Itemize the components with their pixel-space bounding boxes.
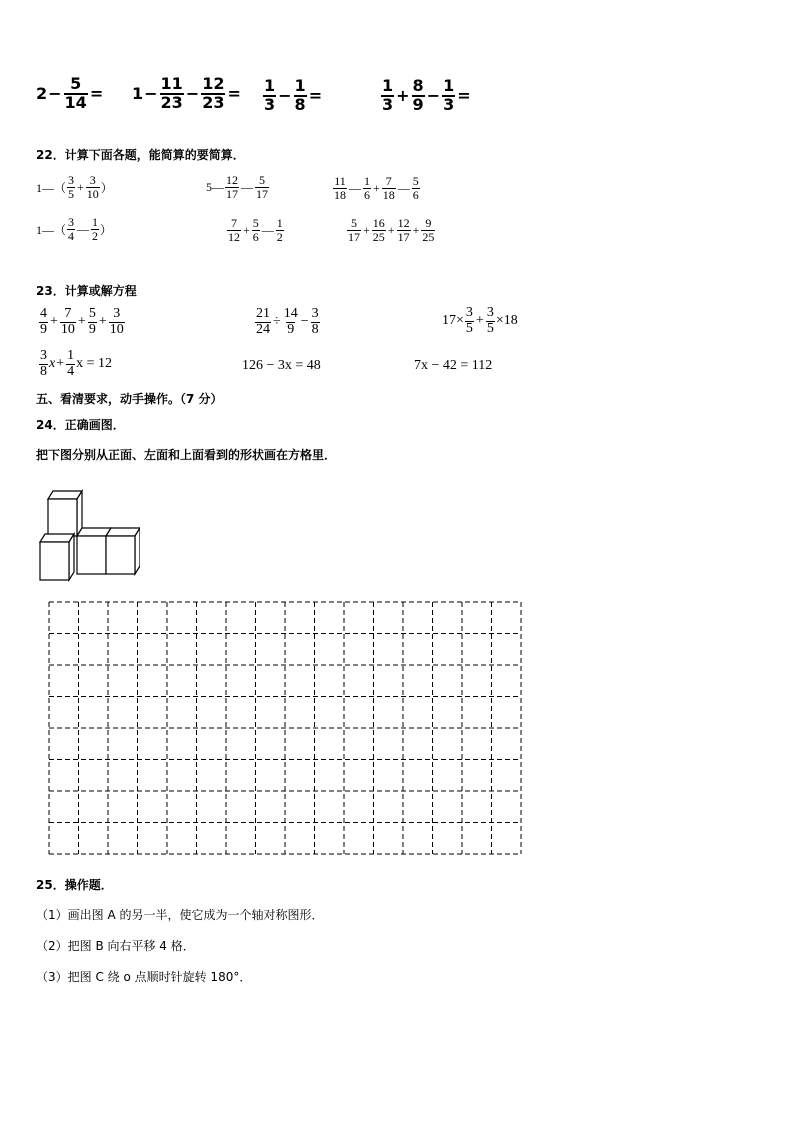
fraction: 4 9 xyxy=(40,306,47,337)
fraction: 1 3 xyxy=(382,76,394,114)
q22-expression-b xyxy=(206,174,270,200)
operator: — xyxy=(241,179,253,194)
fraction: 11 18 xyxy=(334,174,346,202)
text: 5— xyxy=(206,179,224,194)
fraction: $\frac{1}{8}$ xyxy=(294,76,306,114)
section-5-title: 五、看清要求，动手操作。（7 分） xyxy=(36,392,223,406)
text: 17× xyxy=(442,313,464,329)
operator: + xyxy=(412,222,420,237)
fraction: $\frac{5}{6}$ xyxy=(252,216,259,244)
operator: + xyxy=(98,314,107,330)
fraction: 12 17 xyxy=(226,173,238,201)
fraction: 7 12 xyxy=(228,216,240,244)
expression-1 xyxy=(36,76,104,112)
text: x = 12 xyxy=(76,356,113,372)
q23-expression-b xyxy=(254,306,321,337)
fraction: $\frac{7}{18}$ xyxy=(382,174,395,202)
question-25-title: 25．操作题． xyxy=(36,878,113,892)
operator: ÷ xyxy=(273,314,281,330)
text: 1—（ xyxy=(36,180,67,195)
text: ） xyxy=(100,180,113,195)
equals: = xyxy=(89,84,104,104)
equals: = xyxy=(227,84,241,104)
question-24-instruction: 把下图分别从正面、左面和上面看到的形状画在方格里． xyxy=(36,448,337,462)
fraction: 5 17 xyxy=(256,173,268,201)
text: ） xyxy=(100,222,113,237)
q22-expression-a xyxy=(36,174,113,200)
number: 2 xyxy=(36,84,48,104)
fraction: $\frac{1}{4}$ xyxy=(67,348,75,379)
q23-equation-d xyxy=(38,348,112,379)
cube-top-face xyxy=(48,491,82,499)
operator: + xyxy=(373,180,380,195)
equals: = xyxy=(308,86,323,106)
fraction: $\frac{5}{14}$ xyxy=(64,74,87,112)
fraction: $\frac{16}{25}$ xyxy=(372,216,385,244)
fraction: 1 2 xyxy=(276,216,283,244)
q22-expression-f xyxy=(346,216,436,243)
fraction: $\frac{9}{25}$ xyxy=(422,216,435,244)
fraction: $\frac{21}{24}$ xyxy=(256,306,270,337)
cube-front-face xyxy=(48,499,77,536)
q23-equation-f: 7x − 42 = 112 xyxy=(414,358,493,373)
operator: + xyxy=(363,222,370,237)
operator: + xyxy=(475,313,484,329)
q25-item-2: （2）把图 B 向右平移 4 格． xyxy=(36,939,195,953)
text: 1—（ xyxy=(36,222,67,237)
fraction: $\frac{3}{10}$ xyxy=(109,306,124,337)
operator: + xyxy=(77,179,84,194)
fraction: $\frac{8}{9}$ xyxy=(412,76,424,114)
fraction: 3 4 xyxy=(68,215,75,243)
operator: — xyxy=(77,221,90,236)
expression-3 xyxy=(262,76,323,114)
number: 1 xyxy=(132,84,144,104)
fraction: $\frac{14}{9}$ xyxy=(283,306,298,337)
fraction: 5 17 xyxy=(348,216,360,244)
q25-item-3: （3）把图 C 绕 o 点顺时针旋转 180°． xyxy=(36,970,252,984)
fraction: 1 3 xyxy=(264,76,276,114)
operator: − xyxy=(300,314,309,330)
fraction: $\frac{1}{3}$ xyxy=(443,76,455,114)
operator: + xyxy=(77,314,86,330)
fraction: 3 8 xyxy=(40,348,47,379)
q23-expression-a xyxy=(38,306,126,337)
operator: − xyxy=(185,84,200,104)
fraction: $\frac{12}{17}$ xyxy=(397,216,410,244)
fraction: 3 5 xyxy=(68,173,75,201)
expression-2 xyxy=(132,76,242,112)
question-23-title: 23．计算或解方程 xyxy=(36,284,137,298)
fraction: $\frac{11}{23}$ xyxy=(160,74,183,112)
q22-expression-d xyxy=(36,216,112,242)
dashed-grid xyxy=(48,601,522,855)
operator: − xyxy=(144,84,158,104)
question-22-title: 22．计算下面各题，能简算的要简算． xyxy=(36,148,245,162)
operator: + xyxy=(396,86,410,106)
fraction: $\frac{3}{10}$ xyxy=(86,173,99,201)
fraction: 1 2 xyxy=(92,215,99,243)
operator: + xyxy=(243,222,250,237)
operator: — xyxy=(349,180,361,195)
q23-expression-c xyxy=(442,306,518,336)
fraction: $\frac{3}{8}$ xyxy=(311,306,319,337)
fraction: $\frac{12}{23}$ xyxy=(202,74,225,112)
cube-front-left xyxy=(40,542,69,580)
q22-expression-c xyxy=(332,174,421,201)
fraction: $\frac{3}{5}$ xyxy=(486,305,494,336)
cube-figure xyxy=(36,486,140,582)
expression-4 xyxy=(380,76,472,114)
operator: + xyxy=(387,222,395,237)
operator: — xyxy=(397,180,410,195)
fraction: 1 6 xyxy=(364,174,370,202)
q22-expression-e xyxy=(226,216,285,243)
operator: — xyxy=(261,222,274,237)
operator: − xyxy=(48,84,62,104)
fraction: $\frac{7}{10}$ xyxy=(60,306,75,337)
q25-item-1: （1）画出图 A 的另一半，使它成为一个轴对称图形． xyxy=(36,908,324,922)
equals: = xyxy=(457,86,471,106)
fraction: $\frac{5}{9}$ xyxy=(88,306,96,337)
operator: − xyxy=(278,86,292,106)
q23-equation-e: 126 − 3x = 48 xyxy=(242,358,321,373)
operator: + xyxy=(50,314,58,330)
variable: x xyxy=(49,356,56,372)
operator: − xyxy=(426,86,441,106)
fraction: 5 6 xyxy=(412,174,419,202)
operator: + xyxy=(56,356,65,372)
fraction: $\frac{3}{5}$ xyxy=(465,305,473,336)
text: ×18 xyxy=(495,313,518,329)
question-24-title: 24．正确画图． xyxy=(36,418,125,432)
